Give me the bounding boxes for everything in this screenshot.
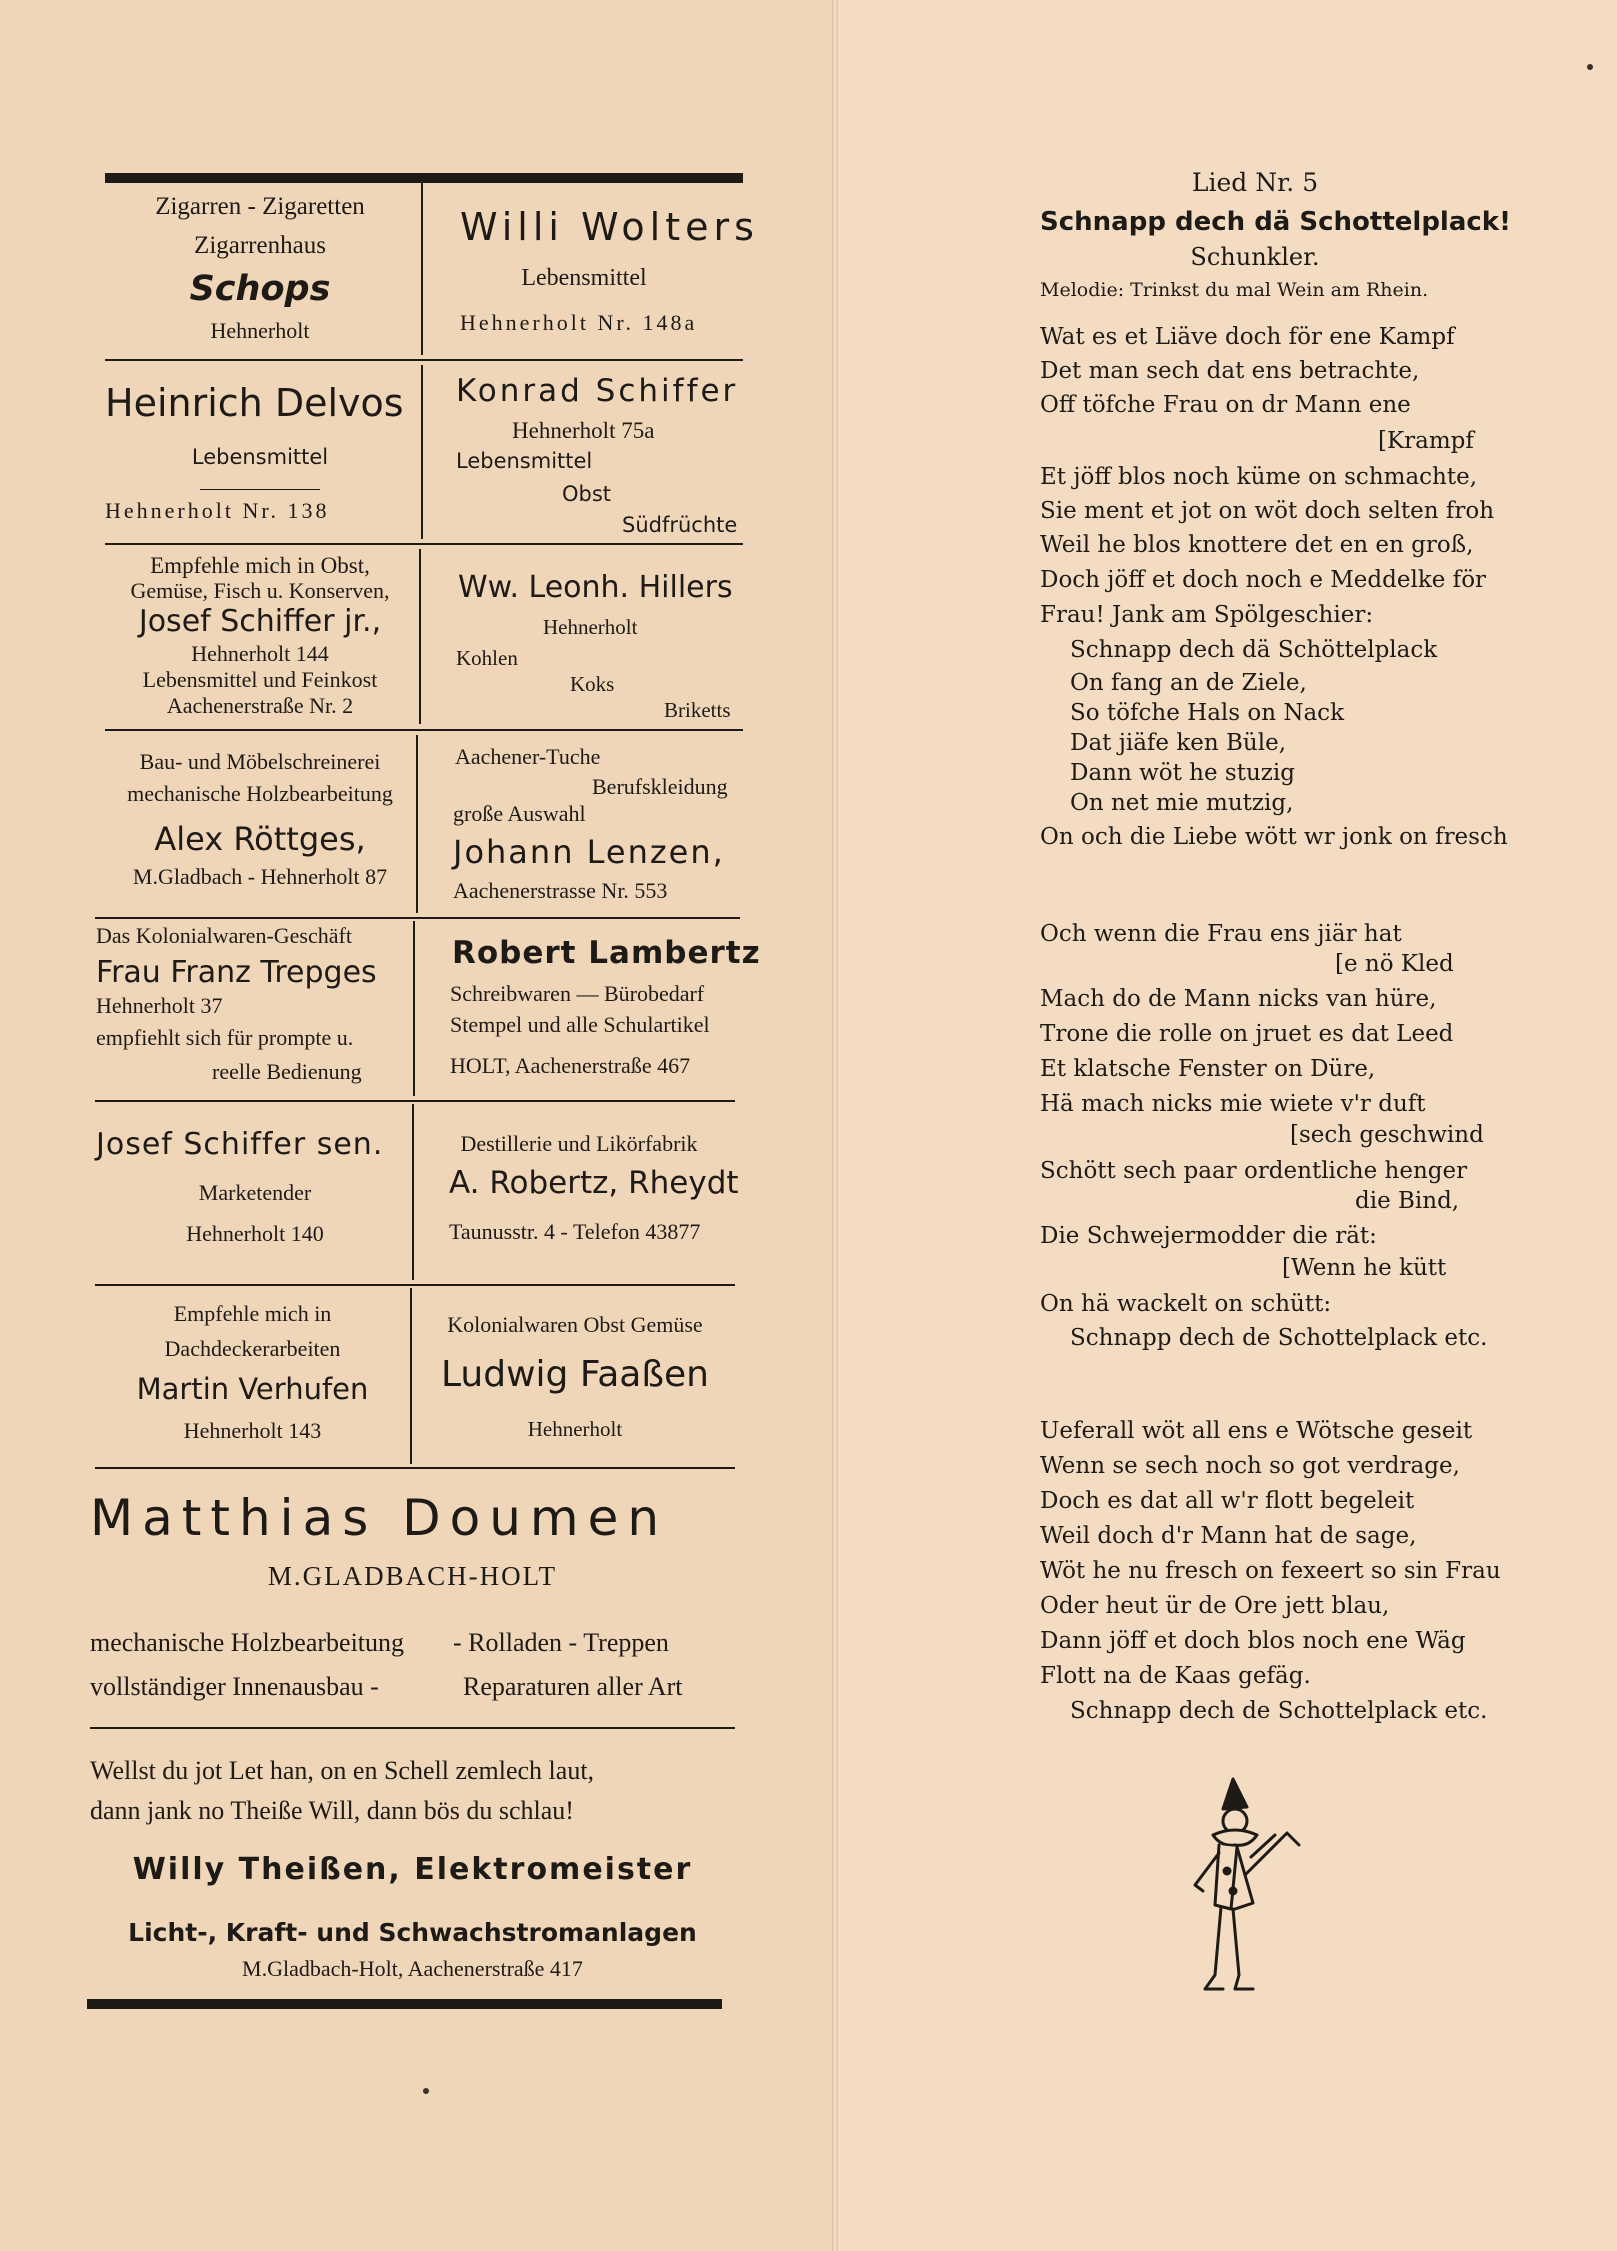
column-divider [421,183,423,355]
ad-line: reelle Bedienung [212,1059,362,1084]
ad-line: mechanische Holzbearbeitung [90,1628,405,1657]
row-divider [95,917,740,919]
ad-place: Hehnerholt Nr. 148a [460,310,698,335]
song-melody: Melodie: Trinkst du mal Wein am Rhein. [1040,279,1429,301]
column-divider [421,365,423,539]
ad-line: vollständiger Innenausbau - [90,1672,379,1701]
ad-name: A. Robertz, Rheydt [449,1165,739,1201]
song-number: Lied Nr. 5 [1191,168,1319,197]
ad-line: Empfehle mich in Obst, [150,553,370,578]
ad-name: Heinrich Delvos [105,381,404,425]
ad-line: Obst [562,482,612,506]
ad-line: Aachener-Tuche [455,744,601,769]
ad-line: empfiehlt sich für prompte u. [96,1025,354,1050]
page-mark [423,2088,429,2094]
verse-line: Hä mach nicks mie wiete v'r duft [1040,1091,1426,1117]
verse-line: Det man sech dat ens betrachte, [1040,358,1420,384]
row-divider [105,729,743,731]
ad-place: Hehnerholt [210,318,310,343]
ad-line: Schreibwaren — Bürobedarf [450,981,705,1006]
ad-line: Zigarrenhaus [194,232,326,259]
ad-line: Koks [570,672,615,696]
ad-line: Kohlen [456,646,518,670]
ad-name: Robert Lambertz [452,935,761,971]
ad-place: M.Gladbach-Holt, Aachenerstraße 417 [242,1956,583,1981]
ad-place: Hehnerholt 75a [512,418,655,443]
row-divider [95,1467,735,1469]
ad-line: Südfrüchte [622,513,738,537]
verse-line: Sie ment et jot on wöt doch selten froh [1040,498,1495,524]
ad-place: Hehnerholt [543,615,638,639]
row-divider [95,1100,735,1102]
ad-place: Taunusstr. 4 - Telefon 43877 [449,1219,701,1244]
ad-line: Bau- und Möbelschreinerei [139,749,381,774]
ad-line: Briketts [664,698,731,722]
ad-line: große Auswahl [453,801,586,826]
ad-name: Ww. Leonh. Hillers [458,570,733,605]
row-divider [95,1284,735,1286]
ad-name: Willi Wolters [460,205,759,249]
ad-name: Willy Theißen, Elektromeister [132,1852,693,1887]
ad-line: Zigarren - Zigaretten [155,193,365,220]
verse-line: Ueferall wöt all ens e Wötsche geseit [1040,1418,1473,1444]
verse-line: Off töfche Frau on dr Mann ene [1040,392,1411,418]
ad-name: Matthias Doumen [90,1489,669,1547]
ad-place: Aachenerstrasse Nr. 553 [453,878,668,903]
ad-place: M.GLADBACH-HOLT [267,1561,558,1591]
ad-place: Hehnerholt 144 [191,641,329,666]
verse-line: Mach do de Mann nicks van hüre, [1040,986,1437,1012]
chorus-line: On net mie mutzig, [1070,790,1294,816]
ad-name: Martin Verhufen [136,1372,369,1406]
ad-line: Lebensmittel [456,449,593,473]
row-divider [105,543,743,545]
verse-line: Et jöff blos noch küme on schmachte, [1040,464,1478,490]
ad-line: Lebensmittel [521,265,647,291]
verse-line: Schnapp dech de Schottelplack etc. [1070,1325,1488,1351]
verse-line: Wat es et Liäve doch för ene Kampf [1040,324,1455,350]
verse-line: Dann jöff et doch blos noch ene Wäg [1040,1628,1466,1654]
verse-line: [sech geschwind [1290,1122,1484,1148]
ad-place: Hehnerholt 37 [96,993,223,1018]
ad-name: Ludwig Faaßen [441,1354,709,1395]
ad-line: Aachenerstraße Nr. 2 [166,693,354,718]
column-divider [413,921,415,1096]
ad-name: Johann Lenzen, [453,833,725,871]
verse-line: die Bind, [1355,1188,1460,1214]
column-divider [410,1288,412,1464]
ad-line: Marketender [198,1180,312,1205]
bottom-border [87,1999,722,2009]
ad-line: Gemüse, Fisch u. Konserven, [130,578,390,603]
ad-name: Konrad Schiffer [456,373,739,409]
verse-line: On hä wackelt on schütt: [1040,1291,1332,1317]
column-divider [412,1104,414,1280]
ad-line: Dachdeckerarbeiten [164,1336,341,1361]
verse-line: [Wenn he kütt [1282,1255,1447,1281]
verse-line: Och wenn die Frau ens jiär hat [1040,921,1402,947]
verse-line: Oder heut ür de Ore jett blau, [1040,1593,1390,1619]
ad-name: Josef Schiffer jr., [138,604,382,639]
ad-line: Berufskleidung [592,774,728,799]
top-border [105,173,743,183]
ad-line: Licht-, Kraft- und Schwachstromanlagen [128,1918,697,1947]
ad-line: mechanische Holzbearbeitung [127,781,393,806]
song-title: Schnapp dech dä Schottelplack! [1040,207,1511,237]
ad-place: Hehnerholt Nr. 138 [105,498,330,523]
ad-name: Schops [189,269,331,309]
verse-line: [Krampf [1378,428,1474,454]
row-divider [105,359,743,361]
ad-line: Lebensmittel [191,445,329,469]
ad-rhyme: Wellst du jot Let han, on en Schell zemlech laut, [90,1756,595,1785]
ad-name: Josef Schiffer sen. [96,1127,384,1162]
verse-line: Wenn se sech noch so got verdrage, [1040,1453,1460,1479]
chorus-line: Dann wöt he stuzig [1070,760,1295,786]
page-mark [1587,64,1593,70]
verse-line: Schnapp dech de Schottelplack etc. [1070,1698,1488,1724]
verse-line: Et klatsche Fenster on Düre, [1040,1056,1376,1082]
ad-place: HOLT, Aachenerstraße 467 [450,1053,691,1078]
ad-name: Alex Röttges, [154,820,366,858]
ad-line: Empfehle mich in [173,1301,332,1326]
chorus-line: Dat jiäfe ken Büle, [1070,730,1287,756]
ad-place: M.Gladbach - Hehnerholt 87 [132,864,388,889]
song-author: Schunkler. [1190,243,1320,271]
ad-rhyme: dann jank no Theiße Will, dann bös du schlau! [90,1796,574,1825]
page-fold [832,0,838,2251]
verse-line: Weil he blos knottere det en en groß, [1040,532,1474,558]
verse-line: Weil doch d'r Mann hat de sage, [1040,1523,1417,1549]
ad-line: Kolonialwaren Obst Gemüse [447,1312,703,1337]
verse-line: Flott na de Kaas gefäg. [1040,1663,1311,1689]
verse-line: Trone die rolle on jruet es dat Leed [1040,1021,1454,1047]
chorus-line: On och die Liebe wött wr jonk on fresch [1040,824,1508,850]
verse-line: Schött sech paar ordentliche henger [1040,1158,1468,1184]
ad-line: - Rolladen - Treppen [453,1628,669,1657]
ad-line: Reparaturen aller Art [463,1672,683,1701]
verse-line: [e nö Kled [1335,951,1454,977]
verse-line: Wöt he nu fresch on fexeert so sin Frau [1040,1558,1501,1584]
verse-line: Doch es dat all w'r flott begeleit [1040,1488,1415,1514]
verse-line: Die Schwejermodder die rät: [1040,1223,1377,1249]
ad-line: Destillerie und Likörfabrik [460,1131,698,1156]
ad-line: Stempel und alle Schulartikel [450,1012,710,1037]
chorus-line: So töfche Hals on Nack [1070,700,1345,726]
ad-place: Hehnerholt 140 [186,1221,324,1246]
column-divider [416,735,418,913]
ad-line: Das Kolonialwaren-Geschäft [96,923,352,948]
chorus-line: Schnapp dech dä Schöttelplack [1070,637,1438,663]
verse-line: Doch jöff et doch noch e Meddelke för [1040,567,1487,593]
inner-divider [200,489,320,490]
verse-line: Frau! Jank am Spölgeschier: [1040,602,1374,628]
clown-illustration [1175,1775,1305,2005]
row-divider [90,1727,735,1729]
chorus-line: On fang an de Ziele, [1070,670,1307,696]
ad-name: Frau Franz Trepges [96,955,377,990]
ad-place: Hehnerholt 143 [183,1418,322,1443]
ad-line: Lebensmittel und Feinkost [142,667,378,692]
ad-place: Hehnerholt [527,1417,623,1441]
column-divider [419,549,421,724]
